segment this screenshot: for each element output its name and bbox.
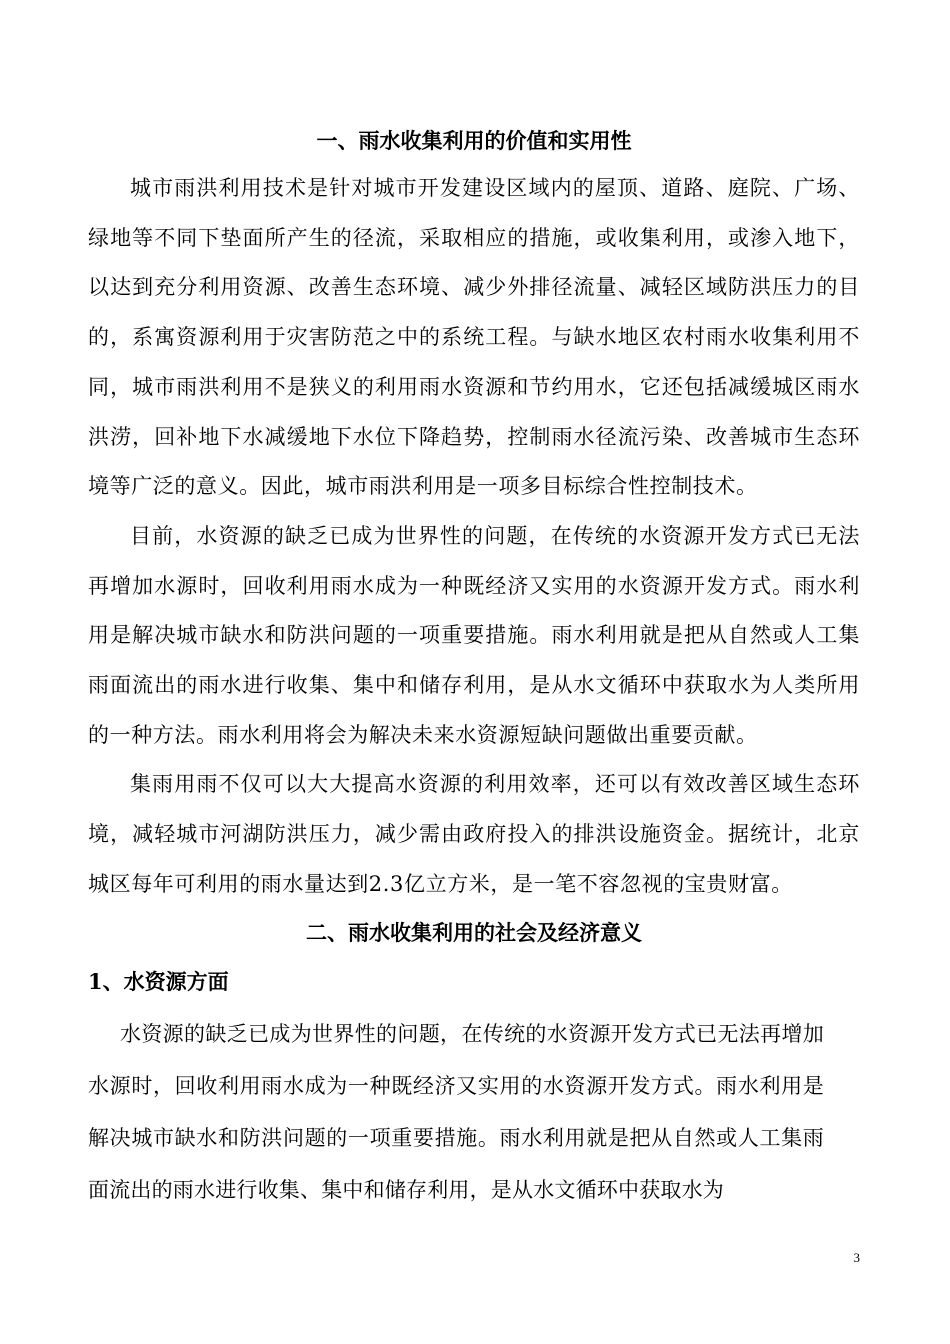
section-1-title: 一、雨水收集利用的价值和实用性 — [316, 128, 632, 153]
document-page — [88, 118, 860, 1216]
page-number: 3 — [853, 1250, 860, 1265]
section-2-title: 二、雨水收集利用的社会及经济意义 — [306, 919, 642, 945]
subsection-1-title: 1、水资源方面 — [88, 968, 229, 994]
section-1-paragraph-1: 城市雨洪利用技术是针对城市开发建设区域内的屋顶、道路、庭院、广场、绿地等不同下垫面所产生的径流，采取相应的措施，或收集利用，或渗入地下，以达到充分利用资源、改善生态环境、减少外排径流量、减轻区域防洪压力的目的，系寓资源利用于灾害防范之中的系统工程。与缺水地区农村雨水收集利用不同，城市雨洪利用不是狭义的利用雨水资源和节约用水，它还包括减缓城区雨水洪涝，回补地下水减缓地下水位下降趋势，控制雨水径流污染、改善城市生态环境等广泛的意义。因此，城市雨洪利用是一项多目标综合性控制技术。 — [88, 176, 860, 499]
section-1-paragraph-3: 集雨用雨不仅可以大大提高水资源的利用效率，还可以有效改善区域生态环境，减轻城市河湖防洪压力，减少需由政府投入的排洪设施资金。据统计，北京城区每年可利用的雨水量达到2.3亿立方米，是一笔不容忽视的宝贵财富。 — [88, 772, 860, 896]
section-1-paragraph-2: 目前，水资源的缺乏已成为世界性的问题，在传统的水资源开发方式已无法再增加水源时，回收利用雨水成为一种既经济又实用的水资源开发方式。雨水利用是解决城市缺水和防洪问题的一项重要措施。雨水利用就是把从自然或人工集雨面流出的雨水进行收集、集中和储存利用，是从水文循环中获取水为人类所用的一种方法。雨水利用将会为解决未来水资源短缺问题做出重要贡献。 — [88, 523, 860, 747]
subsection-1-paragraph: 水资源的缺乏已成为世界性的问题，在传统的水资源开发方式已无法再增加水源时，回收利用雨水成为一种既经济又实用的水资源开发方式。雨水利用是解决城市缺水和防洪问题的一项重要措施。雨水利用就是把从自然或人工集雨面流出的雨水进行收集、集中和储存利用，是从水文循环中获取水为 — [88, 1021, 824, 1202]
